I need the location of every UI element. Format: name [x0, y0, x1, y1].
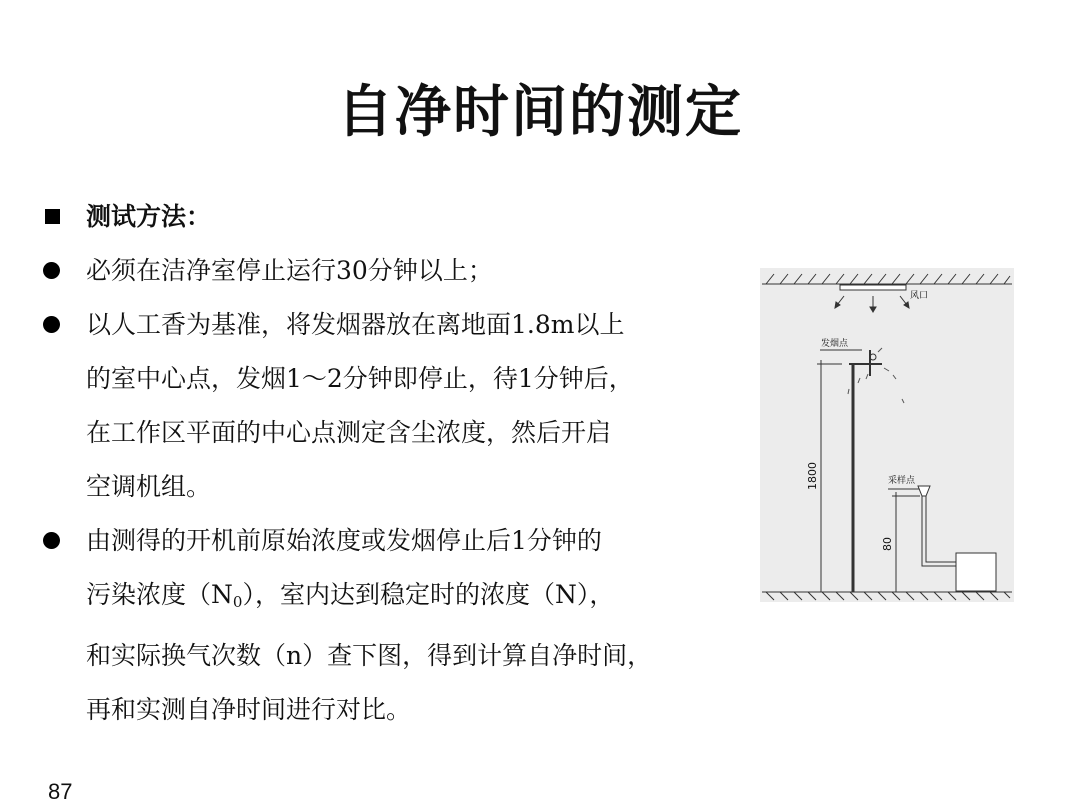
content-list — [40, 190, 750, 737]
room-test-diagram-svg — [760, 268, 1014, 602]
list-item-1 — [40, 244, 750, 298]
item3-line2-suffix: ），室内达到稳定时的浓度（N）， — [242, 580, 615, 609]
list-item-2 — [40, 298, 750, 514]
item3-line3: 和实际换气次数（n）查下图，得到计算自净时间， — [86, 641, 653, 670]
sampling-point-label: 采样点 — [888, 476, 916, 486]
item3-line4: 再和实测自净时间进行对比。 — [86, 695, 412, 724]
item3-line2-subscript: 0 — [232, 593, 243, 611]
page-number: 87 — [48, 779, 73, 804]
particle-counter — [956, 553, 996, 591]
sampling-funnel — [918, 486, 930, 496]
room-test-diagram — [760, 268, 1014, 602]
item3-line2-prefix: 污染浓度（N — [86, 580, 233, 609]
ceiling-line — [762, 274, 1012, 284]
item1-line1: 必须在洁净室停止运行30分钟以上； — [86, 256, 493, 285]
height-smoke-label: 1800 — [806, 462, 819, 490]
floor-line — [762, 592, 1012, 600]
heading-text: 测试方法： — [86, 202, 212, 231]
item3-line1: 由测得的开机前原始浓度或发烟停止后1分钟的 — [86, 526, 602, 555]
item2-line1: 以人工香为基准，将发烟器放在离地面1.8m以上 — [86, 310, 625, 339]
vent-label: 风口 — [910, 291, 929, 301]
item2-line4: 空调机组。 — [86, 472, 212, 501]
dot-bullet-icon — [43, 532, 60, 549]
air-vent — [840, 285, 906, 290]
item3-line2 — [40, 568, 750, 629]
slide-title: 自净时间的测定 — [337, 80, 743, 145]
section-heading — [40, 190, 750, 244]
item2-line2: 的室中心点，发烟1～2分钟即停止，待1分钟后， — [86, 364, 634, 393]
smoke-point-label: 发烟点 — [821, 339, 849, 349]
sampling-tube — [922, 496, 956, 566]
item2-line3: 在工作区平面的中心点测定含尘浓度，然后开启 — [86, 418, 612, 447]
list-item-3 — [40, 514, 750, 737]
dot-bullet-icon — [43, 262, 60, 279]
square-bullet-icon — [45, 209, 60, 224]
airflow-arrows — [835, 296, 909, 312]
height-sampling-label: 80 — [881, 537, 894, 551]
dot-bullet-icon — [43, 316, 60, 333]
